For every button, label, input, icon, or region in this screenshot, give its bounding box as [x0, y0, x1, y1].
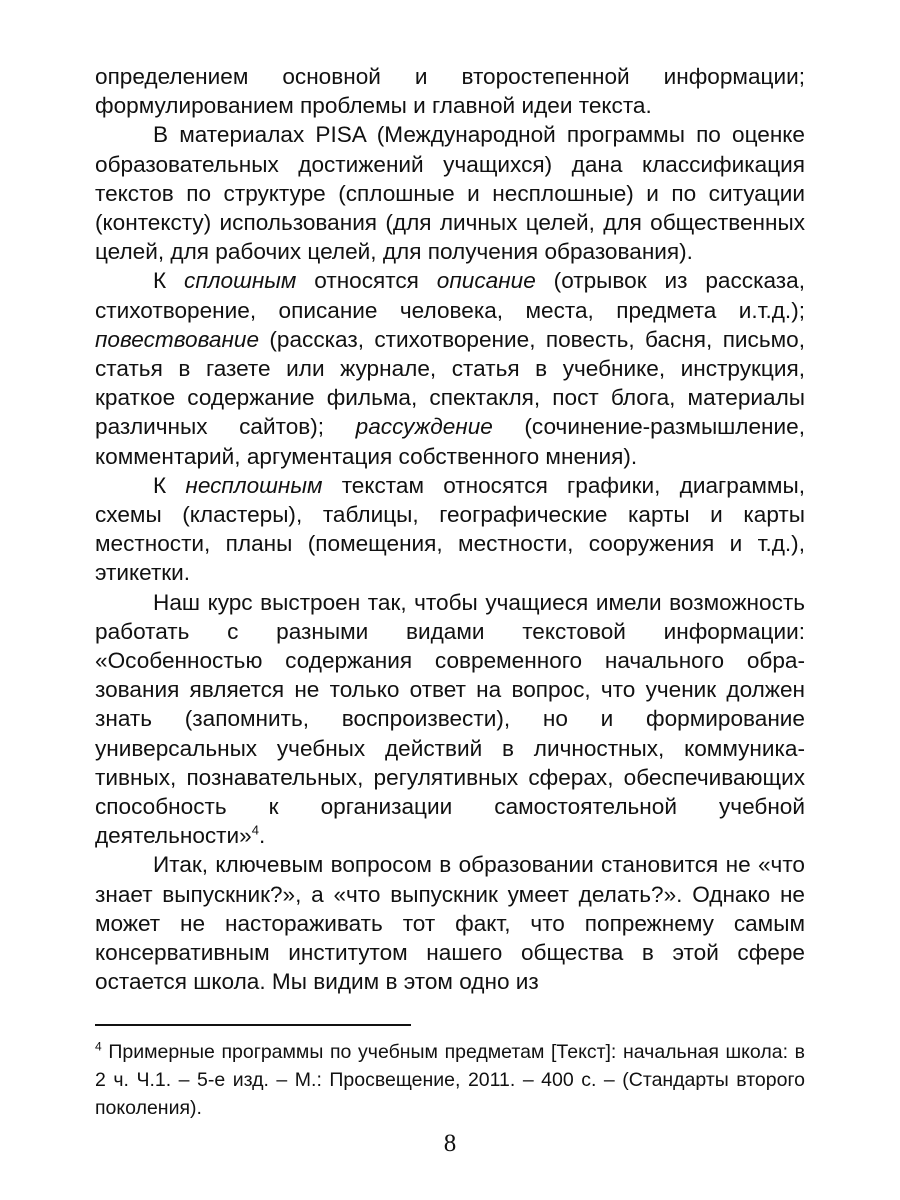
- paragraph-5: [95, 588, 805, 851]
- italic-term: сплошным: [184, 268, 297, 294]
- footnote-reference[interactable]: 4: [251, 822, 259, 838]
- text-run: К: [153, 268, 185, 294]
- paragraph-1: определением основной и второстепенной информации; формулированием проблемы и главной идеи текста.: [95, 64, 805, 119]
- footnote-text: Примерные программы по учебным предметам [Текст]: начальная школа: в 2 ч. Ч.1. – 5-е изд. – М.: Просвещение, 2011. – 400 с. – (Стандарты второго поколения).: [95, 1041, 805, 1119]
- text-run: (рассказ, стихотворение, повесть, басня, письмо, статья в газете или журнале, статья в учебнике, инструкция, краткое содержание фильма, спектакля, пост блога, материалы различных сайтов);: [95, 326, 805, 440]
- italic-term: рассуждение: [355, 414, 493, 440]
- italic-term: повествование: [95, 326, 260, 352]
- paragraph-4: [95, 471, 805, 588]
- text-run: текстам относятся графики, диаграммы, схемы (кластеры), таблицы, географические карты и карты местности, планы (помещения, местности, сооружения и т.д.), этикетки.: [95, 472, 805, 586]
- footnote: [95, 1038, 805, 1122]
- text-run: (отрывок из рассказа, стихотворение, описание человека, места, предмета и.т.д.);: [95, 268, 805, 323]
- page-body: [95, 62, 805, 997]
- page-number: 8: [443, 1130, 457, 1157]
- paragraph-2: В материалах PISA (Международной программы по оценке образовательных достижений учащихся) дана классификация текстов по структуре (сплошные и несплошные) и по ситуации (контексту) использования (для личных целей, для общественных целей, для рабочих целей, для получения образования).: [95, 122, 805, 265]
- text-run: К: [153, 472, 186, 498]
- text-run: Наш курс выстроен так, чтобы учащиеся имели возможность работать с разными видами текстовой информации: «Особенностью содержания современного начального образования является не только ответ на вопрос, что ученик должен знать (запомнить, воспроизвести), но и формирование универсальных учебных действий в личностных, коммуникативных, познавательных, регулятивных сферах, обеспечивающих способность к организации самостоятельной учебной деятельности»: [95, 589, 805, 849]
- italic-term: описание: [436, 268, 536, 294]
- text-run: (сочинение-размышление, комментарий, аргументация собственного мнения).: [95, 414, 805, 469]
- text-run: относятся: [296, 268, 437, 294]
- italic-term: несплошным: [185, 472, 323, 498]
- paragraph-3: [95, 266, 805, 470]
- paragraph-6: Итак, ключевым вопросом в образовании становится не «что знает выпускник?», а «что выпускник умеет делать?». Однако не может не настораживать тот факт, что попрежнему самым консервативным институтом нашего общества в этой сфере остается школа. Мы видим в этом одно из: [95, 852, 805, 995]
- footnote-divider: [95, 1024, 411, 1026]
- footnote-mark: 4: [95, 1039, 102, 1054]
- text-run: .: [258, 823, 266, 849]
